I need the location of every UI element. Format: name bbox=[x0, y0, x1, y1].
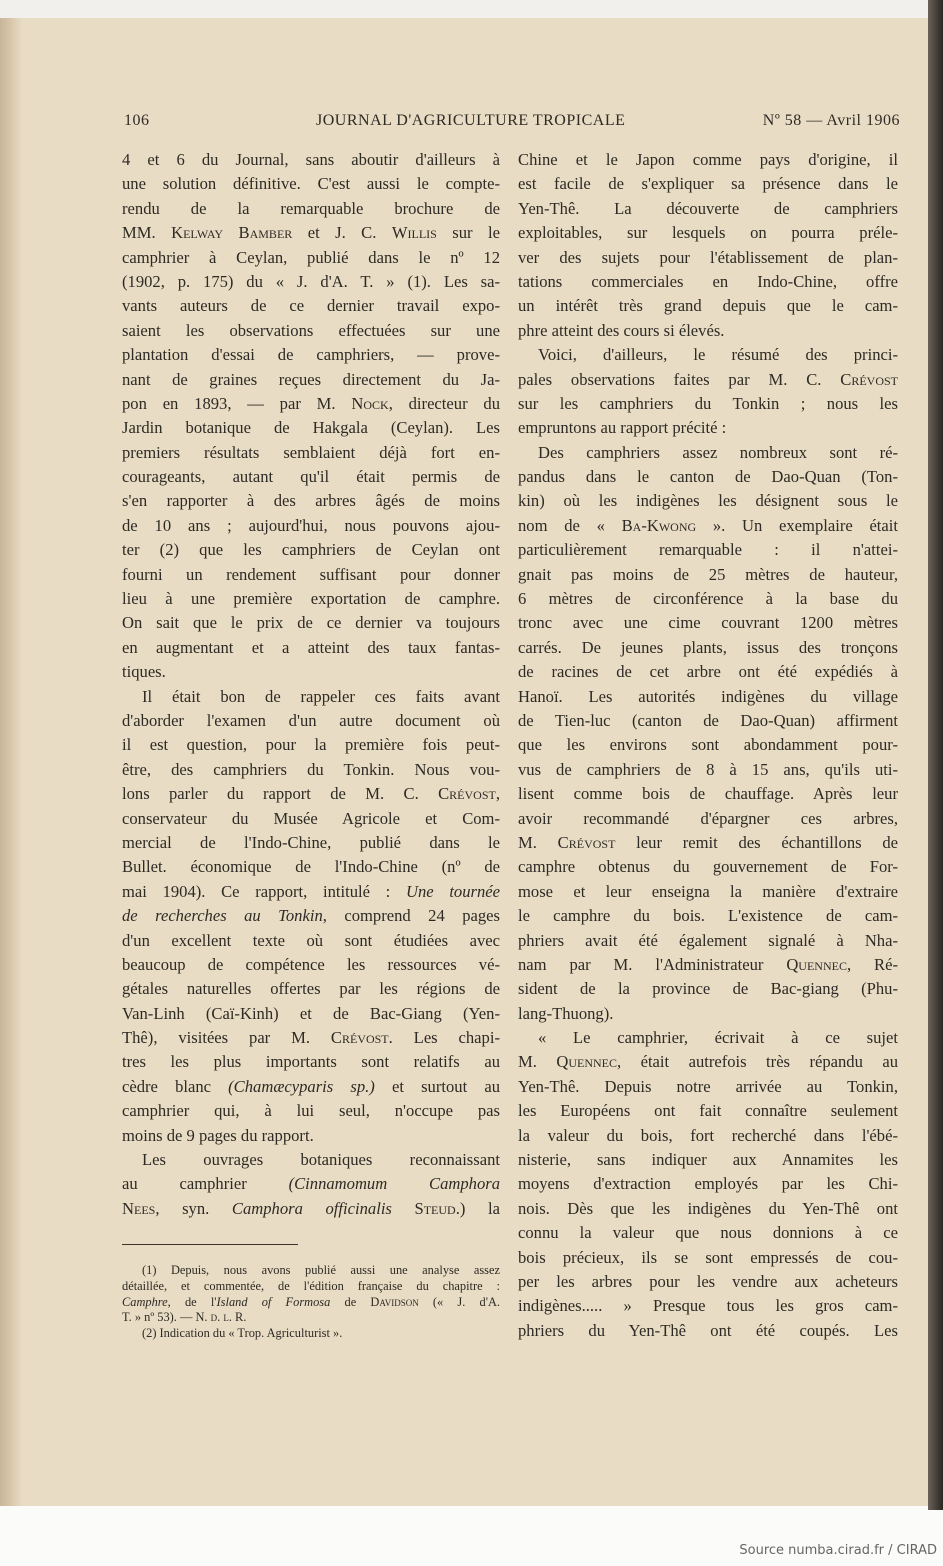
text-line bbox=[518, 1172, 898, 1196]
text-segment: R. bbox=[231, 1310, 247, 1325]
text-segment: (« J. d'A. bbox=[418, 1294, 501, 1309]
text-line bbox=[122, 1075, 500, 1099]
text-segment: tations commerciales en Indo-Chine, offre bbox=[518, 271, 898, 291]
text-segment: fourni un rendement suffisant pour donner bbox=[122, 564, 500, 584]
text-segment: lisent comme bois de chauffage. Après leur bbox=[518, 784, 898, 804]
page-number: 106 bbox=[124, 112, 150, 129]
footnote-line bbox=[122, 1263, 500, 1279]
text-segment: mai 1904). Ce rapport, intitulé : bbox=[122, 881, 406, 901]
text-line bbox=[122, 197, 500, 221]
small-caps-name: Quennec bbox=[786, 954, 847, 974]
text-segment: tiques. bbox=[122, 662, 166, 682]
text-line bbox=[122, 489, 500, 513]
text-segment: camphrier qui, à lui seul, n'occupe pas bbox=[122, 1101, 500, 1121]
text-line bbox=[122, 270, 500, 294]
text-line bbox=[518, 1002, 898, 1026]
text-line bbox=[122, 831, 500, 855]
text-line bbox=[518, 1026, 898, 1050]
text-line bbox=[122, 368, 500, 392]
text-segment: mercial de l'Indo-Chine, publié dans le bbox=[122, 832, 500, 852]
text-segment: Chine et le Japon comme pays d'origine, il bbox=[518, 150, 898, 169]
italic-text: (Chamæcyparis sp.) bbox=[228, 1076, 375, 1096]
text-segment: il est question, pour la première fois peut- bbox=[122, 735, 500, 755]
text-line bbox=[122, 904, 500, 928]
text-segment: lieu à une première exportation de camphre. bbox=[122, 589, 500, 609]
text-segment: nisterie, sans indiquer aux Annamites les bbox=[518, 1150, 898, 1170]
text-line bbox=[518, 1294, 898, 1318]
text-line bbox=[518, 294, 898, 318]
text-line bbox=[122, 514, 500, 538]
page-binding-edge bbox=[0, 18, 22, 1506]
text-line bbox=[518, 1319, 898, 1343]
text-line bbox=[518, 1050, 898, 1074]
text-line bbox=[518, 538, 898, 562]
text-line bbox=[518, 489, 898, 513]
text-segment: cèdre blanc bbox=[122, 1076, 229, 1096]
text-line bbox=[122, 709, 500, 733]
text-line bbox=[122, 782, 500, 806]
text-segment: nom de « bbox=[518, 515, 622, 535]
text-line bbox=[122, 294, 500, 318]
text-segment: ». Un exemplaire était bbox=[696, 515, 899, 535]
text-line bbox=[518, 1197, 898, 1221]
text-line bbox=[518, 319, 898, 343]
text-line bbox=[518, 587, 898, 611]
text-line bbox=[518, 1246, 898, 1270]
text-segment: avoir recommandé d'épargner ces arbres, bbox=[518, 808, 898, 828]
right-text-column bbox=[518, 148, 898, 1343]
text-line bbox=[518, 514, 898, 538]
text-line bbox=[122, 636, 500, 660]
text-line bbox=[122, 392, 500, 416]
text-line bbox=[518, 929, 898, 953]
source-credit: Source numba.cirad.fr / CIRAD bbox=[739, 1543, 937, 1558]
text-segment: MM. bbox=[122, 223, 172, 243]
text-line bbox=[518, 685, 898, 709]
text-line bbox=[518, 733, 898, 757]
text-line bbox=[518, 611, 898, 635]
footnote-line bbox=[122, 1310, 500, 1326]
italic-text: Une tournée bbox=[405, 881, 501, 901]
text-segment bbox=[392, 1199, 415, 1218]
footnote-line bbox=[122, 1326, 500, 1342]
text-line bbox=[122, 1172, 500, 1196]
text-line bbox=[122, 1124, 500, 1148]
text-segment: Jardin botanique de Hakgala (Ceylan). Les bbox=[122, 418, 500, 438]
text-segment: nam par M. l'Administrateur bbox=[518, 954, 787, 974]
text-line bbox=[518, 880, 898, 904]
text-segment: au camphrier bbox=[122, 1174, 289, 1194]
text-segment: bois précieux, ils se sont empressés de cou- bbox=[518, 1247, 898, 1267]
text-segment: ter (2) que les camphriers de Ceylan ont bbox=[122, 540, 500, 560]
text-segment: vants auteurs de ce dernier travail expo- bbox=[122, 296, 500, 316]
small-caps-name: d. l. bbox=[210, 1310, 232, 1325]
text-line bbox=[518, 221, 898, 245]
text-line bbox=[122, 1002, 500, 1026]
text-line bbox=[122, 1050, 500, 1074]
text-line bbox=[518, 953, 898, 977]
text-line bbox=[518, 416, 898, 440]
text-line bbox=[518, 343, 898, 367]
text-line bbox=[518, 148, 898, 172]
text-segment: , bbox=[495, 784, 500, 804]
text-line bbox=[518, 441, 898, 465]
text-line bbox=[122, 441, 500, 465]
text-segment: 6 mètres de circonférence à la base du bbox=[518, 589, 898, 609]
text-segment: , syn. bbox=[155, 1198, 232, 1218]
text-line bbox=[518, 709, 898, 733]
text-line bbox=[122, 172, 500, 196]
text-segment: M. bbox=[518, 1052, 557, 1072]
scan-right-edge bbox=[928, 0, 943, 1510]
small-caps-name: Nock bbox=[351, 393, 389, 413]
text-segment: Thê), visitées par M. bbox=[122, 1028, 331, 1048]
text-segment: phre atteint des cours si élevés. bbox=[518, 320, 725, 340]
text-line bbox=[518, 197, 898, 221]
text-segment: ) la bbox=[459, 1198, 500, 1218]
text-segment: que les environs sont abondamment pour- bbox=[518, 735, 898, 755]
footnote-line bbox=[122, 1295, 500, 1311]
text-line bbox=[122, 685, 500, 709]
text-line bbox=[518, 392, 898, 416]
small-caps-name: Quennec bbox=[556, 1052, 617, 1072]
small-caps-name: Ba-Kwong bbox=[621, 515, 697, 535]
text-line bbox=[122, 563, 500, 587]
text-line bbox=[122, 587, 500, 611]
text-line bbox=[122, 319, 500, 343]
text-segment: Yen-Thê. Depuis notre arrivée au Tonkin, bbox=[518, 1076, 898, 1096]
text-line bbox=[518, 831, 898, 855]
small-caps-name: Kelway Bamber bbox=[171, 223, 293, 243]
text-segment: exploitables, sur lesquels on pourra préle- bbox=[518, 223, 898, 243]
text-segment: sur les camphriers du Tonkin ; nous les bbox=[518, 393, 898, 413]
text-segment: gétales naturelles offertes par les régions de bbox=[122, 979, 500, 999]
italic-text: Camphre bbox=[122, 1294, 168, 1309]
text-segment: , comprend 24 pages bbox=[322, 906, 500, 926]
text-segment: empruntons au rapport précité : bbox=[518, 418, 727, 438]
text-segment: pon en 1893, — par M. bbox=[122, 393, 352, 413]
text-segment: phriers du Yen-Thê ont été coupés. Les bbox=[518, 1320, 898, 1340]
text-segment: ver des sujets pour l'établissement de plan- bbox=[518, 247, 898, 267]
text-segment: moyens d'extraction employés par les Chi- bbox=[518, 1174, 898, 1194]
text-segment: Il était bon de rappeler ces faits avant bbox=[142, 686, 500, 706]
text-segment: Voici, d'ailleurs, le résumé des princi- bbox=[538, 345, 898, 365]
text-segment: (1) Depuis, nous avons publié aussi une analyse assez bbox=[142, 1263, 500, 1277]
text-segment: 4 et 6 du Journal, sans aboutir d'ailleurs à bbox=[122, 150, 500, 169]
text-segment: connu la valeur que nous donnions à ce bbox=[518, 1223, 898, 1243]
text-segment: les Européens ont fait connaître seulement bbox=[518, 1101, 898, 1121]
text-segment: d'aborder l'examen d'un autre document où bbox=[122, 710, 500, 730]
text-segment: en augmentant et a atteint des taux fantas- bbox=[122, 637, 500, 657]
text-segment: (2) Indication du « Trop. Agriculturist ». bbox=[142, 1326, 343, 1341]
text-line bbox=[122, 1148, 500, 1172]
text-line bbox=[122, 953, 500, 977]
text-line bbox=[518, 855, 898, 879]
text-line bbox=[518, 1124, 898, 1148]
text-segment: per les arbres pour les vendre aux acheteurs bbox=[518, 1271, 898, 1291]
text-segment: le camphre du bois. L'existence de cam- bbox=[518, 906, 898, 926]
italic-text: Camphora officinalis bbox=[231, 1198, 392, 1218]
text-segment: camphre obtenus du gouvernement de For- bbox=[518, 857, 898, 877]
text-segment: une solution définitive. C'est aussi le compte- bbox=[122, 174, 500, 194]
text-segment: particulièrement remarquable : il n'attei- bbox=[518, 540, 898, 560]
text-line bbox=[518, 758, 898, 782]
text-segment: d'un excellent texte où sont étudiées avec bbox=[122, 930, 500, 950]
text-segment: la valeur du bois, fort recherché dans l'ébé- bbox=[518, 1125, 898, 1145]
text-line bbox=[518, 246, 898, 270]
text-segment: pales observations faites par M. C. bbox=[518, 369, 841, 389]
small-caps-name: Crévost bbox=[840, 369, 898, 389]
text-segment: Les ouvrages botaniques reconnaissant bbox=[142, 1150, 500, 1170]
text-line bbox=[122, 977, 500, 1001]
small-caps-name: Crévost bbox=[330, 1028, 389, 1048]
text-line bbox=[518, 368, 898, 392]
text-segment: est facile de s'expliquer sa présence dans le bbox=[518, 174, 898, 194]
italic-text: (Cinnamomum Camphora bbox=[288, 1174, 501, 1194]
text-line bbox=[518, 270, 898, 294]
text-segment: et surtout au bbox=[374, 1076, 500, 1096]
text-segment: carrés. De jeunes plants, issus des tronçons bbox=[518, 637, 898, 657]
text-line bbox=[518, 904, 898, 928]
text-line bbox=[518, 977, 898, 1001]
text-segment: un intérêt très grand depuis que le cam- bbox=[518, 296, 898, 316]
text-segment: lons parler du rapport de M. C. bbox=[122, 784, 439, 804]
text-line bbox=[122, 1197, 500, 1221]
small-caps-name: Steud. bbox=[414, 1198, 460, 1218]
text-segment: nois. Dès que les indigènes du Yen-Thê ont bbox=[518, 1198, 898, 1218]
text-line bbox=[518, 563, 898, 587]
text-line bbox=[518, 636, 898, 660]
text-segment: sident de la province de Bac-giang (Phu- bbox=[518, 979, 898, 999]
text-segment: Des camphriers assez nombreux sont ré- bbox=[538, 442, 898, 462]
footnotes bbox=[122, 1263, 500, 1342]
small-caps-name: Crévost bbox=[557, 832, 616, 852]
text-segment: camphrier à Ceylan, publié dans le nº 12 bbox=[122, 247, 500, 267]
text-segment: beaucoup de compétence les ressources vé- bbox=[122, 954, 500, 974]
text-segment: Bullet. économique de l'Indo-Chine (nº de bbox=[122, 857, 500, 877]
text-line bbox=[518, 660, 898, 684]
text-segment: vus de camphriers de 8 à 15 ans, qu'ils uti- bbox=[518, 759, 898, 779]
italic-text: de recherches au Tonkin bbox=[122, 906, 323, 926]
text-line bbox=[122, 1026, 500, 1050]
text-segment: saient les observations effectuées sur une bbox=[122, 320, 500, 340]
text-line bbox=[122, 221, 500, 245]
text-segment: , était autrefois très répandu au bbox=[617, 1052, 898, 1072]
text-segment: gnait pas moins de 25 mètres de hauteur, bbox=[518, 564, 898, 584]
text-line bbox=[518, 782, 898, 806]
text-segment: de 10 ans ; aujourd'hui, nous pouvons ajou- bbox=[122, 515, 500, 535]
journal-title: JOURNAL D'AGRICULTURE TROPICALE bbox=[316, 112, 626, 129]
text-line bbox=[122, 855, 500, 879]
text-segment: , de l' bbox=[167, 1294, 217, 1309]
text-segment: , Ré- bbox=[846, 954, 898, 974]
text-segment: Hanoï. Les autorités indigènes du village bbox=[518, 686, 898, 706]
text-segment: Yen-Thê. La découverte de camphriers bbox=[518, 198, 898, 218]
text-segment: , directeur du bbox=[388, 393, 500, 413]
text-line bbox=[122, 343, 500, 367]
footnote-line bbox=[122, 1279, 500, 1295]
text-line bbox=[122, 465, 500, 489]
text-segment: et J. C. bbox=[292, 223, 392, 243]
text-segment: lang-Thuong). bbox=[518, 1003, 614, 1023]
text-segment: être, des camphriers du Tonkin. Nous vou- bbox=[122, 759, 500, 779]
text-segment: moins de 9 pages du rapport. bbox=[122, 1125, 314, 1145]
italic-text: Island of Formosa bbox=[216, 1294, 331, 1309]
text-line bbox=[122, 416, 500, 440]
issue-date: Nº 58 — Avril 1906 bbox=[762, 112, 900, 129]
text-line bbox=[122, 660, 500, 684]
text-segment: plantation d'essai de camphriers, — prove- bbox=[122, 345, 500, 365]
text-line bbox=[122, 929, 500, 953]
text-segment: de bbox=[330, 1294, 371, 1309]
text-segment: rendu de la remarquable brochure de bbox=[122, 198, 500, 218]
small-caps-name: Davidson bbox=[370, 1294, 419, 1309]
text-line bbox=[122, 733, 500, 757]
footnote-separator bbox=[122, 1244, 298, 1245]
text-segment: . Les chapi- bbox=[388, 1028, 500, 1048]
text-line bbox=[122, 246, 500, 270]
text-segment: leur remit des échantillons de bbox=[615, 832, 898, 852]
running-header bbox=[124, 112, 900, 134]
text-segment: courageants, autant qu'il était permis de bbox=[122, 467, 500, 487]
text-segment: phriers avait été également signalé à Nha- bbox=[518, 930, 898, 950]
text-segment: de Tien-luc (canton de Dao-Quan) affirment bbox=[518, 710, 898, 730]
text-line bbox=[518, 1148, 898, 1172]
text-segment: (1902, p. 175) du « J. d'A. T. » (1). Les sa- bbox=[122, 271, 500, 291]
text-segment: détaillée, et commentée, de l'édition française du chapitre : bbox=[122, 1278, 500, 1293]
text-segment: tres les plus importants sont relatifs au bbox=[122, 1052, 500, 1072]
text-line bbox=[122, 758, 500, 782]
text-line bbox=[122, 148, 500, 172]
text-segment: s'en rapporter à des arbres âgés de moins bbox=[122, 491, 500, 511]
text-line bbox=[518, 807, 898, 831]
text-line bbox=[518, 1270, 898, 1294]
text-segment: T. » nº 53). — N. bbox=[122, 1310, 211, 1325]
text-segment: nant de graines reçues directement du Ja- bbox=[122, 369, 500, 389]
text-line bbox=[122, 807, 500, 831]
text-segment: conservateur du Musée Agricole et Com- bbox=[122, 808, 500, 828]
text-segment: premiers résultats semblaient déjà fort en- bbox=[122, 442, 500, 462]
small-caps-name: Crévost bbox=[438, 784, 496, 804]
text-segment: pandus dans le canton de Dao-Quan (Ton- bbox=[518, 467, 898, 487]
text-segment: On sait que le prix de ce dernier va toujours bbox=[122, 613, 500, 633]
scan-top-edge bbox=[0, 0, 943, 18]
text-line bbox=[122, 611, 500, 635]
text-segment: kin) où les indigènes les désignent sous le bbox=[518, 491, 898, 511]
text-segment: Van-Linh (Caï-Kinh) et de Bac-Giang (Yen- bbox=[122, 1003, 500, 1023]
small-caps-name: Nees bbox=[122, 1198, 156, 1218]
text-segment: sur le bbox=[436, 223, 500, 243]
text-segment: de racines de cet arbre ont été expédiés à bbox=[518, 662, 898, 682]
text-line bbox=[122, 538, 500, 562]
small-caps-name: Willis bbox=[391, 223, 437, 243]
text-line bbox=[518, 172, 898, 196]
text-segment: mose et leur enseigna la manière d'extraire bbox=[518, 881, 898, 901]
text-line bbox=[518, 465, 898, 489]
text-segment: tronc avec une cime couvrant 1200 mètres bbox=[518, 613, 898, 633]
text-line bbox=[518, 1075, 898, 1099]
text-line bbox=[518, 1221, 898, 1245]
text-line bbox=[122, 1099, 500, 1123]
text-segment: indigènes..... » Presque tous les gros cam- bbox=[518, 1296, 898, 1316]
text-line bbox=[518, 1099, 898, 1123]
text-segment: « Le camphrier, écrivait à ce sujet bbox=[538, 1028, 898, 1048]
text-line bbox=[122, 880, 500, 904]
text-segment: M. bbox=[518, 832, 558, 852]
left-text-column bbox=[122, 148, 500, 1221]
